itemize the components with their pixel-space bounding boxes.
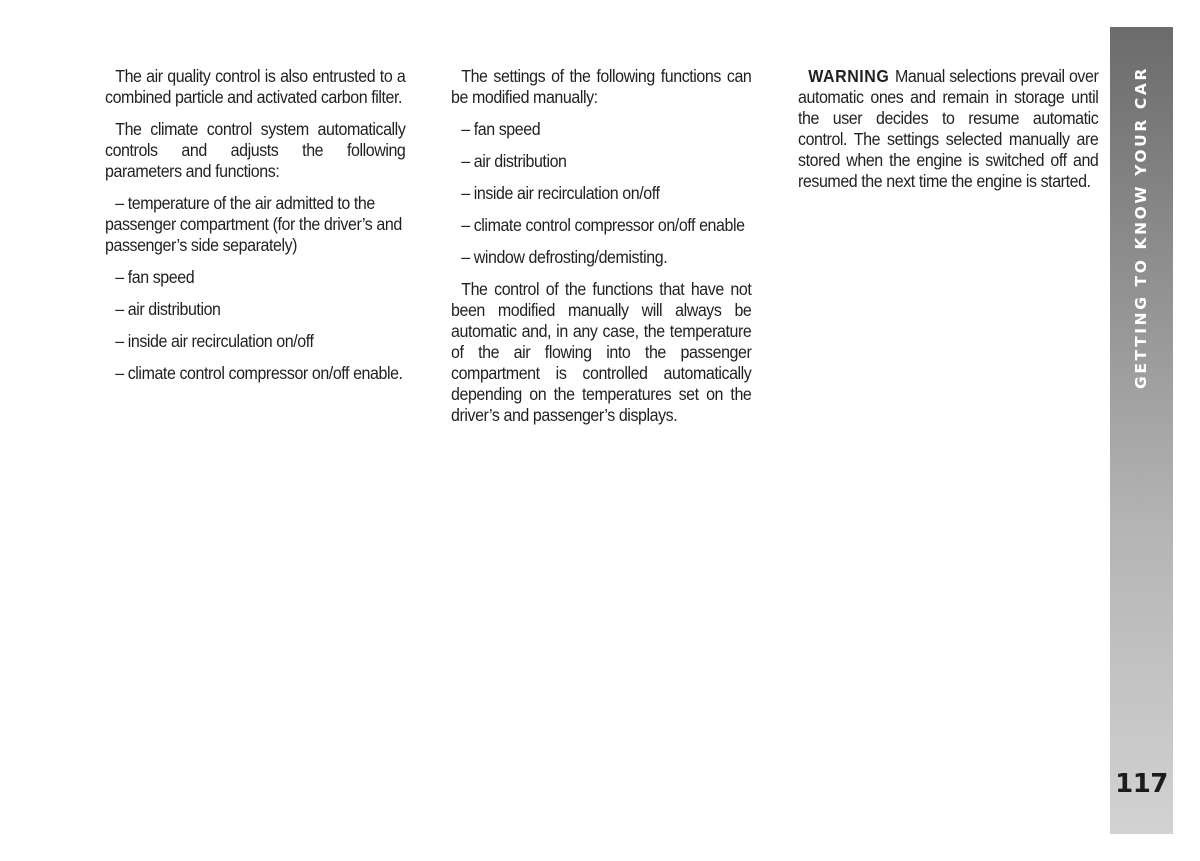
list-item: – window defrosting/demisting. [461,247,668,267]
section-title: GETTING TO KNOW YOUR CAR [1132,66,1150,389]
warning-text: Manual selections prevail over automatic ones and remain in storage until the user decides to resume automatic control. The settings selected manually are stored when the engine is switched off and resumed the next time the engine is started. [798,66,1099,191]
list-item: – air distribution [461,151,567,171]
paragraph-automatic-control: The control of the functions that have not been modified manually will always be automatic and, in any case, the temperature of the air flowing into the passenger compartment is controlled automatically depending on the temperatures set on the driver’s and passenger’s displays. [451,279,752,425]
paragraph-air-quality: The air quality control is also entrusted to a combined particle and activated carbon filter. [105,66,406,107]
warning-paragraph [798,66,1098,192]
list-item: – inside air recirculation on/off [461,183,660,203]
list-item: – air distribution [115,299,221,319]
paragraph-manual-settings: The settings of the following functions can be modified manually: [451,66,752,107]
list-item: – fan speed [461,119,541,139]
text-column-left [105,66,405,395]
text-column-right [798,66,1098,203]
list-item: – temperature of the air admitted to the passenger compartment (for the driver’s and passenger’s side separately) [105,193,402,255]
list-item: – fan speed [115,267,195,287]
section-sidebar [1110,27,1173,834]
list-item: – climate control compressor on/off enable. [115,363,403,383]
text-column-middle [451,66,751,437]
warning-label: WARNING [808,66,890,86]
list-item: – climate control compressor on/off enable [461,215,745,235]
paragraph-climate-system: The climate control system automatically controls and adjusts the following parameters and functions: [105,119,406,181]
page-number: 117 [1115,769,1168,799]
list-item: – inside air recirculation on/off [115,331,314,351]
